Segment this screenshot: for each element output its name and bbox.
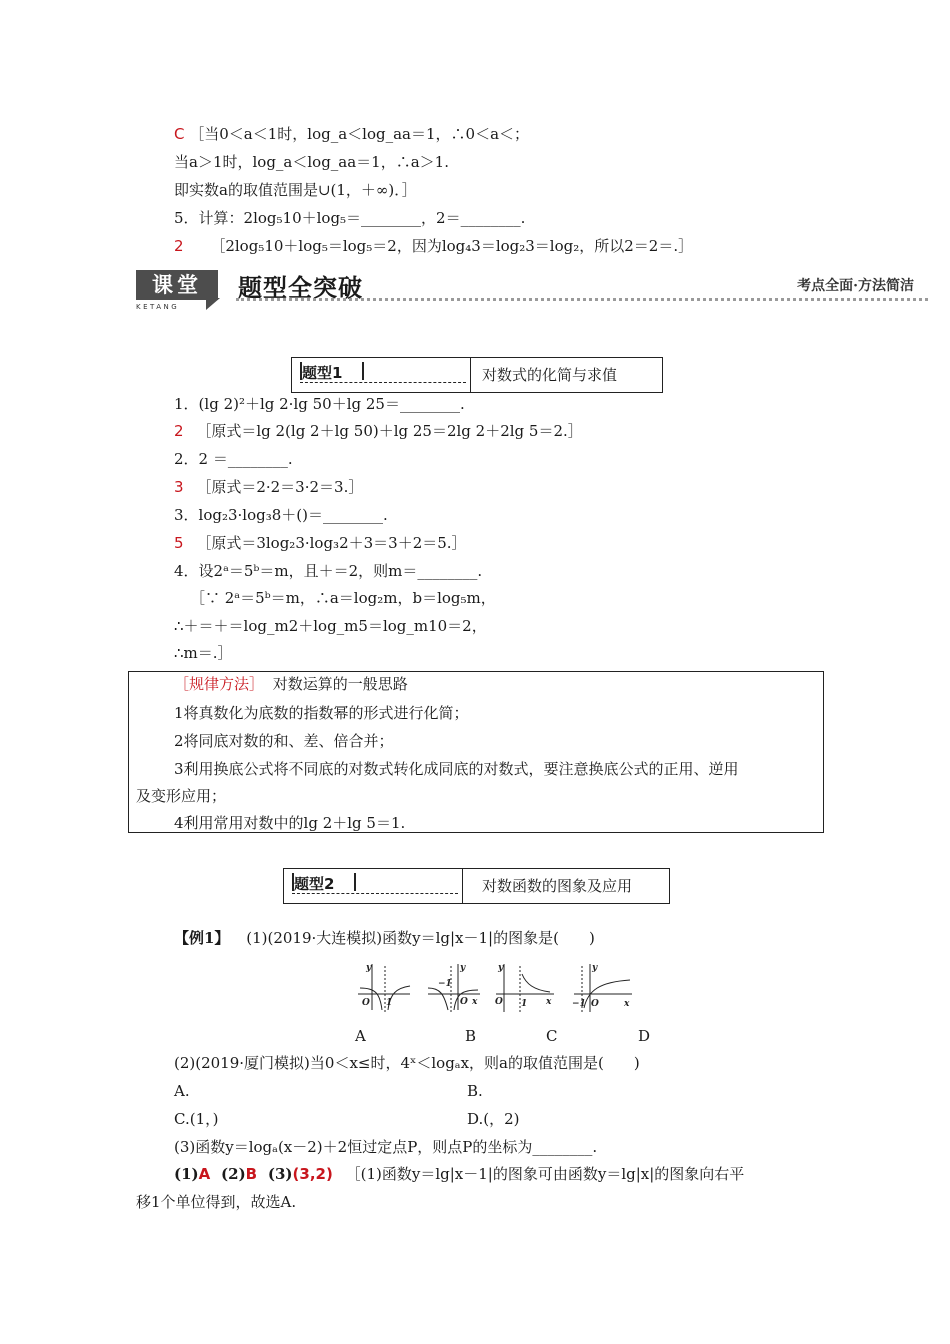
method-box (128, 671, 824, 833)
answer-part-2: B (245, 1165, 258, 1183)
answer-text: ［原式＝2·2＝3·2＝3.］ (196, 478, 364, 496)
question-4: 4．设2ᵃ＝5ᵇ＝m，且＋＝2，则m＝________. (174, 562, 483, 580)
origin-label-d: O (591, 999, 599, 1009)
graph-label-c: C (546, 1027, 558, 1045)
y-axis-label-c: y (498, 963, 504, 973)
tick-neg1-d: −1 (572, 999, 586, 1009)
example-tag: 【例1】 (174, 929, 230, 947)
option-c: C.(1，) (174, 1110, 219, 1128)
method-title: 对数运算的一般思路 (272, 675, 408, 693)
answer-letter: C (174, 125, 185, 143)
answer-text: ［当0＜a＜1时，log_a＜log_aa＝1，∴0＜a＜； (189, 125, 530, 143)
answer-part-3-label: (3) (267, 1165, 293, 1183)
answer-text: ［原式＝lg 2(lg 2＋lg 50)＋lg 25＝2lg 2＋2lg 5＝2.］ (196, 422, 583, 440)
method-item-4: 4利用常用对数中的lg 2＋lg 5＝1. (174, 814, 406, 832)
method-item-3: 3利用换底公式将不同底的对数式转化成同底的对数式，要注意换底公式的正用、逆用 (174, 760, 739, 778)
x-axis-label-c: x (546, 997, 552, 1007)
section-title: 题型全突破 (238, 274, 363, 302)
topic-1-header (291, 357, 663, 393)
answer-value: 2 (174, 237, 184, 255)
ketang-pinyin: KETANG (136, 303, 180, 311)
section-banner (136, 268, 928, 314)
answer-3 (174, 533, 467, 553)
badge-corner-shape (206, 298, 220, 310)
x-axis-label-b: x (472, 997, 478, 1007)
topic-title: 对数函数的图象及应用 (482, 877, 633, 895)
answer-line-2: 当a＞1时，log_a＜log_aa＝1，∴a＞1. (174, 153, 449, 171)
tick-neg1-b: −1 (438, 979, 452, 989)
answer-value: 3 (174, 478, 184, 496)
tick-1-c: 1 (521, 999, 528, 1009)
answer-text: ［原式＝3log₂3·log₃2＋3＝3＋2＝5.］ (196, 534, 467, 552)
question-1: 1．(lg 2)²＋lg 2·lg 50＋lg 25＝________. (174, 395, 465, 413)
topic-label: 题型2 (294, 875, 335, 893)
question-5: 5．计算：2log₅10＋log₅＝________，2＝________. (174, 209, 526, 227)
graph-label-d: D (638, 1027, 651, 1045)
question-3: 3．log₂3·log₃8＋()＝________. (174, 506, 388, 524)
x-axis-label-d: x (624, 999, 630, 1009)
example-1-question-3: (3)函数y＝logₐ(x－2)＋2恒过定点P，则点P的坐标为________. (174, 1138, 598, 1156)
dotted-divider (236, 298, 928, 301)
answer-4-line-2: ∴＋＝＋＝log_m2＋log_m5＝log_m10＝2， (174, 617, 487, 635)
origin-label-c: O (495, 997, 503, 1007)
graph-label-a: A (355, 1027, 366, 1045)
answer-line-1 (174, 124, 529, 144)
option-b: B. (467, 1082, 483, 1100)
topic-label: 题型1 (302, 364, 343, 382)
topic-2-header (283, 868, 670, 904)
graph-options-svg (354, 960, 654, 1016)
topic-label-box (284, 869, 463, 903)
answer-1 (174, 421, 583, 441)
question-2: 2．2 ＝________. (174, 450, 293, 468)
answer-text: ［2log₅10＋log₅＝log₅＝2，因为log₄3＝log₂3＝log₂，所以2＝2＝.］ (210, 237, 694, 255)
method-item-2: 2将同底对数的和、差、倍合并； (174, 732, 394, 750)
answer-part-3: (3,2) (292, 1165, 333, 1183)
tick-1-a: 1 (386, 998, 393, 1008)
y-axis-label-b: y (460, 963, 466, 973)
method-item-1: 1将真数化为底数的指数幂的形式进行化简； (174, 704, 469, 722)
topic-title: 对数式的化简与求值 (482, 366, 618, 384)
example-1-question-2: (2)(2019·厦门模拟)当0＜x≤时，4ˣ＜logₐx，则a的取值范围是( ) (174, 1054, 640, 1072)
answer-value: 5 (174, 534, 184, 552)
answer-part-2-label: (2) (221, 1165, 246, 1183)
origin-label-a: O (362, 998, 370, 1008)
example-1-answers (174, 1164, 744, 1184)
ketang-badge: 课堂 (136, 270, 218, 300)
y-axis-label-a: y (366, 963, 372, 973)
answer-explanation-cont: 移1个单位得到，故选A. (136, 1193, 297, 1211)
topic-label-box (292, 358, 471, 392)
section-tagline: 考点全面·方法简洁 (797, 278, 914, 294)
answer-part-1-label: (1) (174, 1165, 199, 1183)
example-1-question-1 (174, 928, 595, 948)
answer-value: 2 (174, 422, 184, 440)
answer-explanation: ［(1)函数y＝lg|x－1|的图象可由函数y＝lg|x|的图象向右平 (345, 1165, 745, 1183)
method-tag: ［规律方法］ (174, 675, 265, 693)
method-item-3-cont: 及变形应用； (136, 787, 227, 805)
option-d: D.(，2) (467, 1110, 520, 1128)
option-a: A. (174, 1082, 190, 1100)
method-heading (174, 674, 408, 694)
answer-4-line-1: ［∵ 2ᵃ＝5ᵇ＝m，∴a＝log₂m，b＝log₅m， (190, 589, 496, 607)
answer-4-line-3: ∴m＝.］ (174, 644, 233, 662)
answer-line-5 (174, 236, 693, 256)
question-text: (1)(2019·大连模拟)函数y＝lg|x－1|的图象是( ) (246, 929, 595, 947)
y-axis-label-d: y (592, 963, 598, 973)
answer-line-3: 即实数a的取值范围是∪(1，＋∞)．］ (174, 181, 417, 199)
graph-label-b: B (465, 1027, 477, 1045)
origin-label-b: O (460, 997, 468, 1007)
answer-part-1: A (198, 1165, 211, 1183)
answer-2 (174, 477, 363, 497)
